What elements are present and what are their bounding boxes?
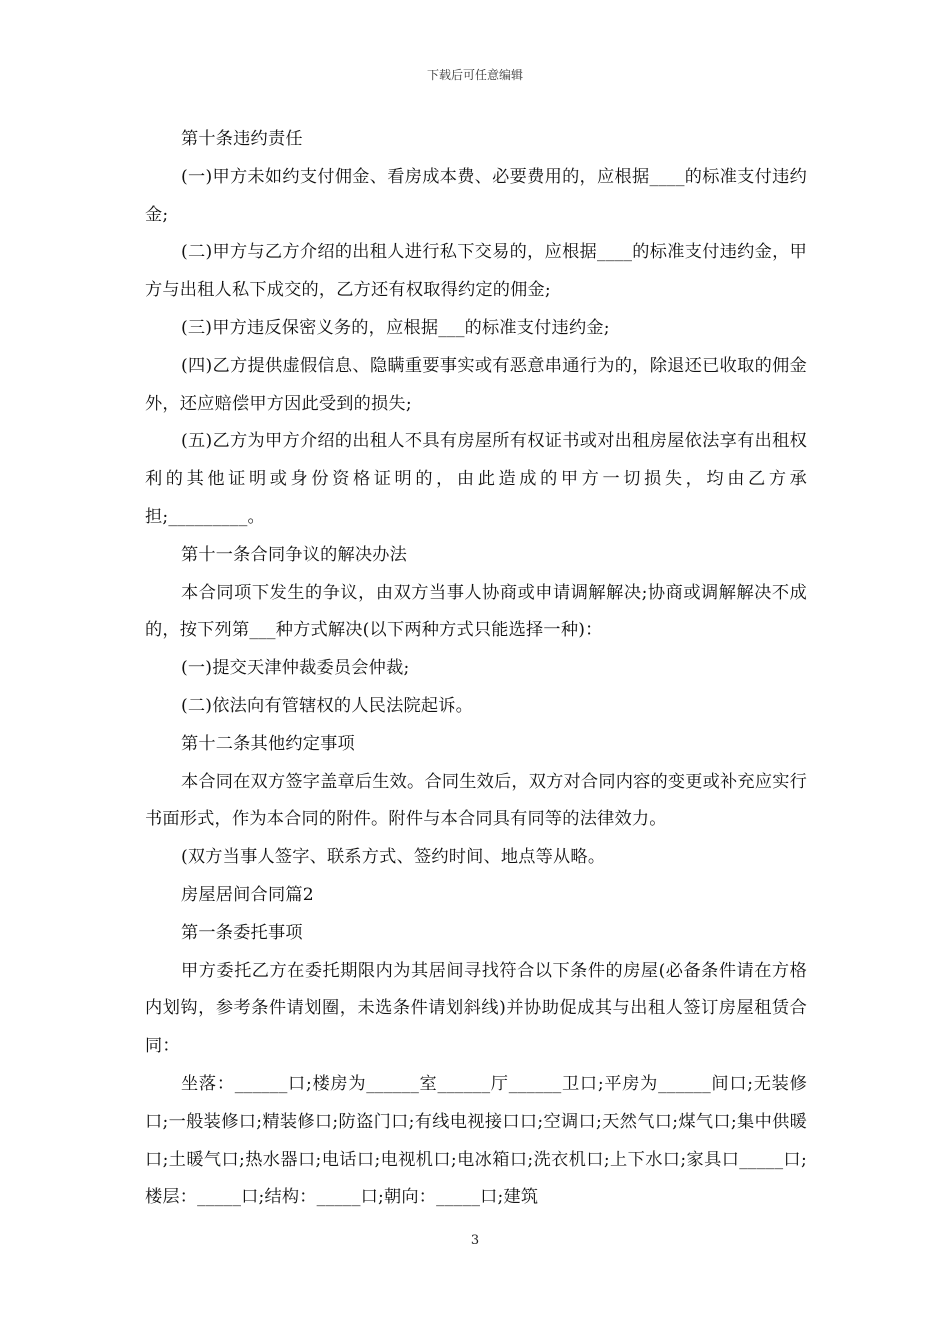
signature-note: (双方当事人签字、联系方式、签约时间、地点等从略。 xyxy=(181,847,606,868)
clause-1-body: 甲方委托乙方在委托期限内为其居间寻找符合以下条件的房屋(必备条件请在方格内划钩，参考条件请划圈，未选条件请划斜线)并协助促成其与出租人签订房屋租赁合同： xyxy=(145,960,807,1057)
property-conditions: 坐落：______口;楼房为______室______厅______卫口;平房为______间口;无装修口;一般装修口;精装修口;防盗门口;有线电视接口口;空调口;天然气口;煤气口;集中供暖口;土暖气口;热水器口;电话口;电视机口;电冰箱口;洗衣机口;上下水口;家具口_____口;楼层：_____口;结构：_____口;朝向：_____口;建筑 xyxy=(145,1073,807,1208)
clause-11-1: (一)提交天津仲裁委员会仲裁; xyxy=(181,658,410,679)
section-heading-12: 第十二条其他约定事项 xyxy=(181,733,355,754)
clause-10-1: (一)甲方未如约支付佣金、看房成本费、必要费用的，应根据____的标准支付违约金; xyxy=(145,166,807,225)
section-heading-11: 第十一条合同争议的解决办法 xyxy=(181,544,408,565)
section-heading-10: 第十条违约责任 xyxy=(181,129,303,149)
clause-10-4: (四)乙方提供虚假信息、隐瞒重要事实或有恶意串通行为的，除退还已收取的佣金外，还应赔偿甲方因此受到的损失; xyxy=(145,355,807,414)
section-heading-1: 第一条委托事项 xyxy=(181,922,303,943)
clause-10-2: (二)甲方与乙方介绍的出租人进行私下交易的，应根据____的标准支付违约金，甲方与出租人私下成交的，乙方还有权取得约定的佣金; xyxy=(145,242,807,301)
page-number: 3 xyxy=(470,1233,480,1248)
contract-part-title: 房屋居间合同篇2 xyxy=(181,884,314,905)
clause-12-body: 本合同在双方签字盖章后生效。合同生效后，双方对合同内容的变更或补充应实行书面形式，作为本合同的附件。附件与本合同具有同等的法律效力。 xyxy=(145,771,807,830)
clause-10-5: (五)乙方为甲方介绍的出租人不具有房屋所有权证书或对出租房屋依法享有出租权利的其他证明或身份资格证明的，由此造成的甲方一切损失，均由乙方承担;_________。 xyxy=(145,431,807,527)
clause-10-3: (三)甲方违反保密义务的，应根据___的标准支付违约金; xyxy=(181,317,610,338)
clause-11-2: (二)依法向有管辖权的人民法院起诉。 xyxy=(181,695,474,716)
page-header: 下载后可任意编辑 xyxy=(426,68,523,82)
clause-11-body: 本合同项下发生的争议，由双方当事人协商或申请调解解决;协商或调解解决不成的，按下列第___种方式解决(以下两种方式只能选择一种)： xyxy=(145,582,807,641)
document-body xyxy=(145,121,807,1217)
